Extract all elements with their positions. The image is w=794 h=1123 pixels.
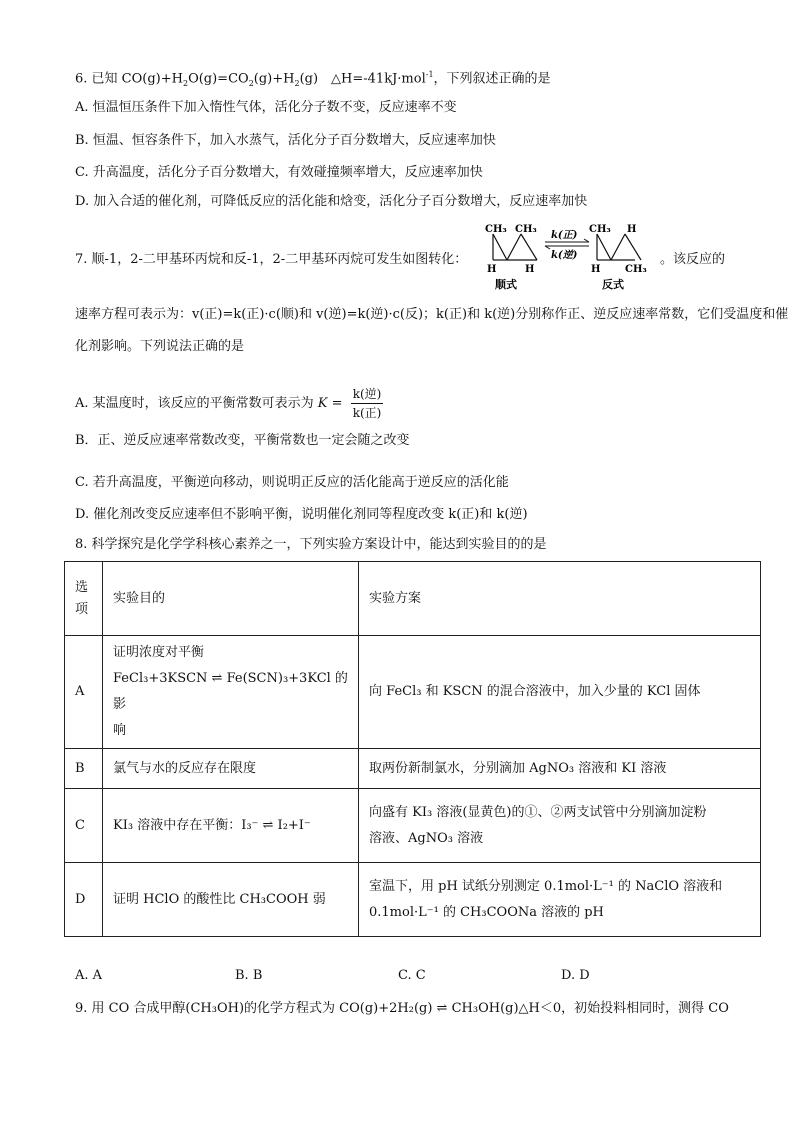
q6-stem-text-b: O(g)=CO (188, 71, 249, 87)
q6-option-c: C. 升高温度，活化分子百分数增大，有效碰撞频率增大，反应速率加快 (75, 165, 483, 180)
answer-d: D. D (561, 968, 590, 983)
table-row (65, 749, 761, 789)
trans-h-top: H (627, 224, 637, 235)
row-option: D (65, 863, 103, 937)
row-plan: 取两份新制氯水，分别滴加 AgNO₃ 溶液和 KI 溶液 (359, 749, 761, 789)
trans-ch3-left: CH₃ (589, 224, 611, 235)
header-plan: 实验方案 (359, 562, 761, 636)
table-header-row (65, 562, 761, 636)
q7-option-a (75, 385, 387, 422)
row-purpose: 氯气与水的反应存在限度 (103, 749, 359, 789)
header-purpose: 实验目的 (103, 562, 359, 636)
header-option: 选项 (65, 562, 103, 636)
trans-h-bottom: H (591, 264, 601, 275)
cis-molecule (485, 224, 537, 291)
cis-ch3-left: CH₃ (485, 224, 507, 235)
q6-option-b: B. 恒温、恒容条件下，加入水蒸气，活化分子百分数增大，反应速率加快 (75, 133, 496, 148)
q6-stem-text-a: 6. 已知 CO(g)+H (75, 71, 183, 87)
q7-option-a-k: K = (317, 396, 343, 411)
q7-option-a-fraction (351, 385, 384, 422)
q7-rate-equation: 速率方程可表示为：v(正)=k(正)·c(顺)和 v(逆)=k(逆)·c(反)；k(正)和 k(逆)分别称作正、逆反应速率常数，它们受温度和催 (75, 307, 789, 322)
purpose-line: 证明浓度对平衡 (113, 645, 205, 660)
q6-option-a: A. 恒温恒压条件下加入惰性气体，活化分子数不变，反应速率不变 (75, 100, 457, 115)
table-row (65, 789, 761, 863)
row-option: B (65, 749, 103, 789)
q7-stem (75, 251, 467, 269)
trans-label: 反式 (602, 278, 624, 291)
purpose-line: 响 (113, 723, 127, 738)
row-purpose: KI₃ 溶液中存在平衡：I₃⁻ ⇌ I₂+I⁻ (103, 789, 359, 863)
q6-stem-text-c: (g)+H (253, 71, 295, 87)
cis-label: 顺式 (495, 278, 517, 291)
q7-rate-equation-cont: 化剂影响。下列说法正确的是 (75, 339, 245, 354)
q8-stem: 8. 科学探究是化学学科核心素养之一，下列实验方案设计中，能达到实验目的的是 (75, 537, 547, 552)
row-purpose (103, 636, 359, 749)
q9-stem: 9. 用 CO 合成甲醇(CH₃OH)的化学方程式为 CO(g)+2H₂(g) ⇌ CH₃OH(g)△H＜0，初始投料相同时，测得 CO (75, 1001, 729, 1016)
answer-c: C. C (398, 968, 426, 983)
plan-line: 室温下，用 pH 试纸分别测定 0.1mol·L⁻¹ 的 NaClO 溶液和 (369, 878, 723, 894)
row-plan: 向 FeCl₃ 和 KSCN 的混合溶液中，加入少量的 KCl 固体 (359, 636, 761, 749)
row-plan (359, 863, 761, 937)
plan-line: 向盛有 KI₃ 溶液(显黄色)的①、②两支试管中分别滴加淀粉 (369, 804, 707, 820)
equilibrium-arrows (545, 229, 589, 261)
fraction-denominator: k(正) (352, 406, 382, 420)
cyclopropane-isomerization-diagram (485, 222, 660, 294)
q7-option-a-text: A. 某温度时，该反应的平衡常数可表示为 (75, 396, 314, 411)
trans-ch3-right: CH₃ (625, 264, 647, 275)
q7-stem-after: 。该反应的 (660, 252, 726, 267)
q6-stem: 6. 已知 $CO(g)+H_2O(g)=CO_2(g)+H_2(g)$ △H=-41kJ·mol$^{-1}$，下列叙述正确的是 (75, 70, 551, 88)
cis-ch3-right: CH₃ (515, 224, 537, 235)
answer-b: B. B (235, 968, 263, 983)
answer-a: A. A (75, 968, 103, 983)
q7-option-b: B．正、逆反应速率常数改变，平衡常数也一定会随之改变 (75, 433, 410, 448)
cis-h-right: H (525, 264, 535, 275)
q6-stem-text-e: ，下列叙述正确的是 (433, 71, 551, 87)
q6-option-d: D. 加入合适的催化剂，可降低反应的活化能和焓变，活化分子百分数增大，反应速率加快 (75, 194, 588, 209)
plan-line: 溶液、AgNO₃ 溶液 (369, 830, 484, 846)
k-reverse-label: k(逆) (551, 250, 578, 261)
row-option: A (65, 636, 103, 749)
table-row (65, 636, 761, 749)
purpose-line: FeCl₃+3KSCN ⇌ Fe(SCN)₃+3KCl 的影 (113, 671, 348, 712)
q7-stem-text: 7. 顺-1，2-二甲基环丙烷和反-1，2-二甲基环丙烷可发生如图转化： (75, 252, 468, 267)
q7-option-d: D. 催化剂改变反应速率但不影响平衡，说明催化剂同等程度改变 k(正)和 k(逆) (75, 507, 528, 522)
fraction-numerator: k(逆) (351, 385, 384, 404)
plan-line: 0.1mol·L⁻¹ 的 CH₃COONa 溶液的 pH (369, 904, 604, 920)
row-option: C (65, 789, 103, 863)
k-forward-label: k(正) (551, 230, 578, 241)
q6-stem-text-d: (g) △H=-41kJ·mol (299, 71, 426, 87)
trans-molecule (589, 224, 647, 291)
row-purpose: 证明 HClO 的酸性比 CH₃COOH 弱 (103, 863, 359, 937)
cis-h-left: H (487, 264, 497, 275)
experiment-table (64, 561, 761, 937)
row-plan (359, 789, 761, 863)
q7-option-c: C. 若升高温度，平衡逆向移动，则说明正反应的活化能高于逆反应的活化能 (75, 475, 509, 490)
table-row (65, 863, 761, 937)
